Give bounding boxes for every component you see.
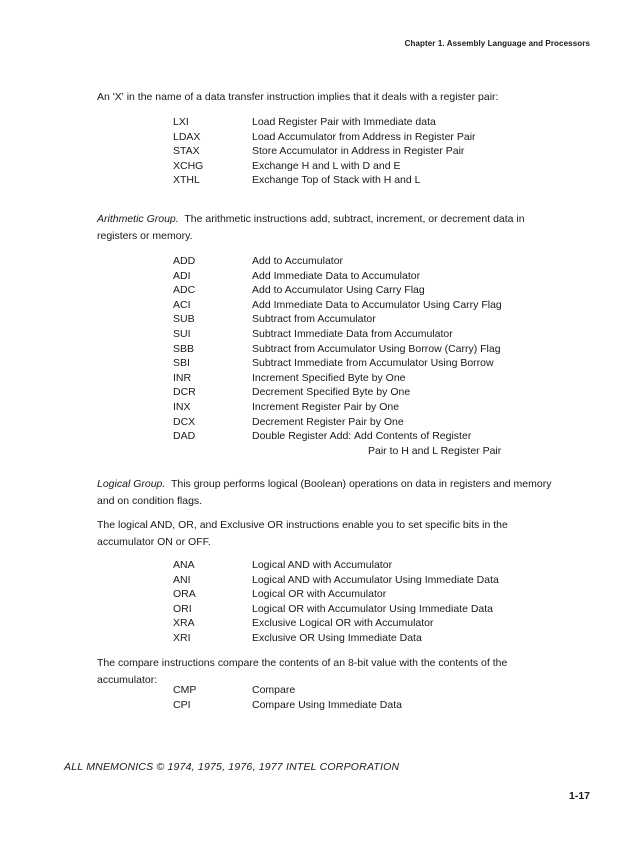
description: Logical OR with Accumulator xyxy=(252,588,387,601)
logical-group-heading: Logical Group. xyxy=(97,478,166,490)
compare-paragraph: The compare instructions compare the contents of an 8-bit value with the contents of the accumulator: xyxy=(97,657,508,686)
description: Load Accumulator from Address in Register Pair xyxy=(252,130,476,143)
description: Decrement Register Pair by One xyxy=(252,415,404,428)
arithmetic-group-heading: Arithmetic Group. xyxy=(97,213,179,225)
description: Logical AND with Accumulator Using Immediate Data xyxy=(252,573,499,586)
chapter-header: Chapter 1. Assembly Language and Processors xyxy=(404,39,590,48)
description-continued: Pair to H and L Register Pair xyxy=(368,444,502,457)
description: Add Immediate Data to Accumulator Using Carry Flag xyxy=(252,298,502,311)
description: Logical AND with Accumulator xyxy=(252,559,393,571)
description: Compare xyxy=(252,684,296,696)
logical-bits-paragraph: The logical AND, OR, and Exclusive OR instructions enable you to set specific bits in the accumulator ON or OFF. xyxy=(97,519,508,548)
intro-paragraph: An 'X' in the name of a data transfer instruction implies that it deals with a register pair: xyxy=(97,91,499,103)
mnemonic: ANA xyxy=(173,559,195,571)
mnemonic: XTHL xyxy=(173,174,200,187)
mnemonic: CMP xyxy=(173,684,197,696)
mnemonic: ORA xyxy=(173,588,196,601)
mnemonic: DCR xyxy=(173,386,196,399)
description: Subtract Immediate Data from Accumulator xyxy=(252,327,453,340)
mnemonic: INX xyxy=(173,400,191,413)
mnemonic: SUI xyxy=(173,327,191,340)
description: Subtract from Accumulator xyxy=(252,313,376,326)
logical-group-text: This group performs logical (Boolean) operations on data in registers and memory and on condition flags. xyxy=(97,478,552,507)
description: Exclusive Logical OR with Accumulator xyxy=(252,617,434,630)
description: Store Accumulator in Address in Register Pair xyxy=(252,145,465,158)
mnemonic: DCX xyxy=(173,415,196,428)
description: Increment Specified Byte by One xyxy=(252,371,406,384)
mnemonic: ADI xyxy=(173,269,191,282)
description: Load Register Pair with Immediate data xyxy=(252,116,436,128)
arithmetic-group-paragraph xyxy=(97,211,567,245)
description: Compare Using Immediate Data xyxy=(252,698,402,711)
mnemonic: DAD xyxy=(173,430,196,443)
mnemonic: ADD xyxy=(173,255,196,267)
mnemonic: ACI xyxy=(173,298,191,311)
description: Double Register Add: xyxy=(252,430,352,443)
mnemonic: ORI xyxy=(173,602,192,615)
description: Subtract Immediate from Accumulator Using Borrow xyxy=(252,357,494,370)
description: Exchange H and L with D and E xyxy=(252,159,401,172)
mnemonic: INR xyxy=(173,371,192,384)
mnemonic: XRA xyxy=(173,617,195,630)
mnemonic: SUB xyxy=(173,313,195,326)
mnemonic: XCHG xyxy=(173,159,204,172)
mnemonic: ANI xyxy=(173,573,191,586)
mnemonic: XRI xyxy=(173,631,191,644)
description: Logical OR with Accumulator Using Immediate Data xyxy=(252,602,494,615)
mnemonic: SBI xyxy=(173,357,190,370)
description: Add to Accumulator Using Carry Flag xyxy=(252,284,425,297)
description: Increment Register Pair by One xyxy=(252,400,400,413)
mnemonic: CPI xyxy=(173,698,191,711)
description-continued: Add Contents of Register xyxy=(354,430,472,443)
page-number: 1-17 xyxy=(568,790,590,802)
description: Exchange Top of Stack with H and L xyxy=(252,174,421,187)
arithmetic-group-text: The arithmetic instructions add, subtract, increment, or decrement data in registers or memory. xyxy=(97,213,525,242)
description: Add Immediate Data to Accumulator xyxy=(252,269,421,282)
mnemonic: SBB xyxy=(173,342,195,355)
mnemonic: STAX xyxy=(173,145,200,158)
logical-group-paragraph xyxy=(97,476,567,510)
description: Add to Accumulator xyxy=(252,255,344,267)
description: Decrement Specified Byte by One xyxy=(252,386,411,399)
description: Exclusive OR Using Immediate Data xyxy=(252,631,422,644)
description: Subtract from Accumulator Using Borrow (Carry) Flag xyxy=(252,342,501,355)
mnemonic: ADC xyxy=(173,284,196,297)
mnemonic: LDAX xyxy=(173,130,201,143)
mnemonic: LXI xyxy=(173,116,189,128)
copyright-notice: ALL MNEMONICS © 1974, 1975, 1976, 1977 INTEL CORPORATION xyxy=(64,761,400,773)
